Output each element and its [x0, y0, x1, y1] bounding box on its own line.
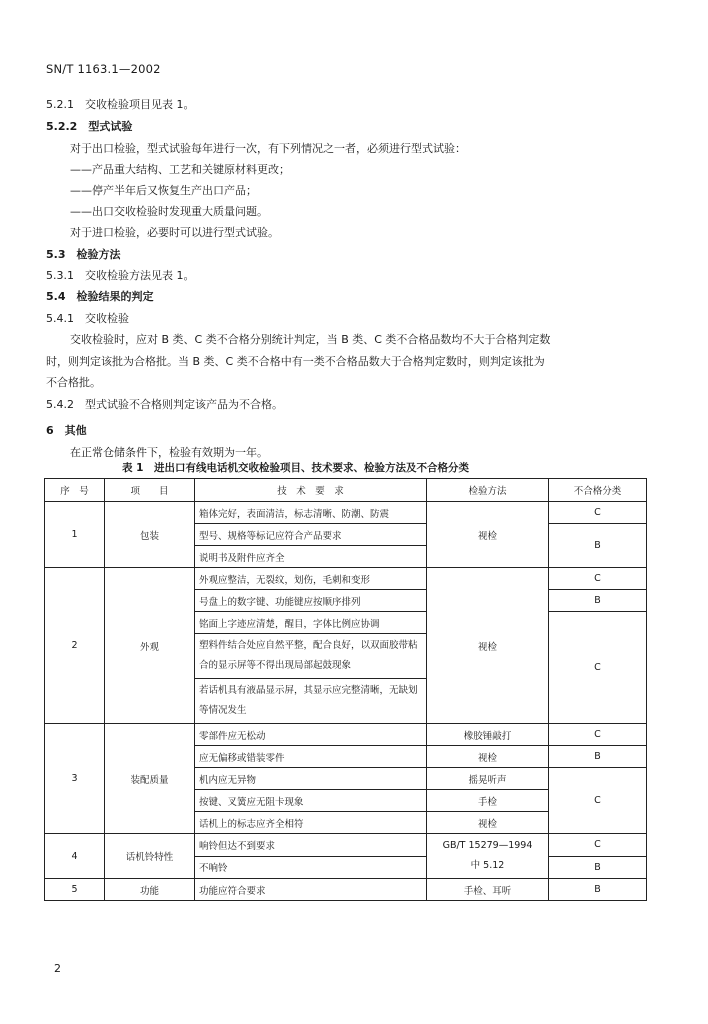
clause-5-2-1: 5.2.1 交收检验项目见表 1。 [46, 98, 195, 111]
row-item: 外观 [105, 568, 195, 724]
requirement-cell: 铭面上字迹应清楚，醒目，字体比例应协调 [195, 612, 427, 634]
class-cell: B [549, 856, 647, 879]
requirement-cell: 话机上的标志应齐全相符 [195, 812, 427, 834]
method-cell: 视检 [427, 502, 549, 568]
table-header-row [45, 479, 647, 502]
clause-5-2-2: 5.2.2 型式试验 [46, 120, 133, 133]
requirement-cell: 箱体完好，表面清洁，标志清晰、防潮、防震 [195, 502, 427, 524]
requirement-cell: 功能应符合要求 [195, 879, 427, 901]
requirement-cell: 不响铃 [195, 856, 427, 879]
requirement-cell: 塑料件结合处应自然平整，配合良好，以双面胶带粘合的显示屏等不得出现局部起鼓现象 [195, 634, 427, 679]
header-no: 序 号 [45, 479, 105, 502]
requirement-cell: 按键、叉簧应无阻卡现象 [195, 790, 427, 812]
class-cell: C [549, 768, 647, 834]
requirement-cell: 外观应整洁，无裂纹，划伤，毛刺和变形 [195, 568, 427, 590]
requirement-cell: 说明书及附件应齐全 [195, 546, 427, 568]
requirement-cell: 零部件应无松动 [195, 724, 427, 746]
para-type-test: 对于出口检验，型式试验每年进行一次，有下列情况之一者，必须进行型式试验： [70, 142, 466, 155]
class-cell: C [549, 568, 647, 590]
class-cell: B [549, 746, 647, 768]
clause-5-4: 5.4 检验结果的判定 [46, 290, 154, 303]
requirement-cell: 若话机具有液晶显示屏，其显示应完整清晰，无缺划等情况发生 [195, 679, 427, 724]
method-cell: 手检 [427, 790, 549, 812]
standard-code: SN/T 1163.1—2002 [46, 62, 161, 76]
row-no: 3 [45, 724, 105, 834]
inspection-table [44, 478, 647, 901]
requirement-cell: 机内应无异物 [195, 768, 427, 790]
clause-5-4-1: 5.4.1 交收检验 [46, 312, 129, 325]
class-cell: C [549, 612, 647, 724]
method-cell: 视检 [427, 812, 549, 834]
method-cell: GB/T 15279—1994 中 5.12 [427, 834, 549, 879]
method-cell: 视检 [427, 746, 549, 768]
row-no: 5 [45, 879, 105, 901]
list-item: ——出口交收检验时发现重大质量问题。 [70, 205, 268, 218]
row-no: 4 [45, 834, 105, 879]
method-cell: 手检、耳听 [427, 879, 549, 901]
row-item: 包装 [105, 502, 195, 568]
para-storage: 在正常仓储条件下，检验有效期为一年。 [70, 446, 268, 459]
table-row [45, 834, 647, 857]
class-cell: C [549, 834, 647, 857]
method-cell: 视检 [427, 568, 549, 724]
requirement-cell: 响铃但达不到要求 [195, 834, 427, 857]
clause-5-4-2: 5.4.2 型式试验不合格则判定该产品为不合格。 [46, 398, 283, 411]
para-import-test: 对于进口检验，必要时可以进行型式试验。 [70, 226, 279, 239]
clause-5-3-1: 5.3.1 交收检验方法见表 1。 [46, 269, 195, 282]
row-item: 装配质量 [105, 724, 195, 834]
table-caption: 表 1 进出口有线电话机交收检验项目、技术要求、检验方法及不合格分类 [122, 462, 469, 474]
requirement-cell: 型号、规格等标记应符合产品要求 [195, 524, 427, 546]
class-cell: B [549, 879, 647, 901]
header-method: 检验方法 [427, 479, 549, 502]
table-row [45, 724, 647, 746]
table-row [45, 502, 647, 524]
list-item: ——产品重大结构、工艺和关键原材料更改； [70, 163, 290, 176]
row-item: 话机铃特性 [105, 834, 195, 879]
clause-5-3: 5.3 检验方法 [46, 248, 121, 261]
header-requirement: 技 术 要 求 [195, 479, 427, 502]
requirement-cell: 号盘上的数字键、功能键应按顺序排列 [195, 590, 427, 612]
section-6-heading: 6 其他 [46, 424, 87, 437]
para-judgement: 时，则判定该批为合格批。当 B 类、C 类不合格中有一类不合格品数大于合格判定数时，则判定该批为 [46, 355, 545, 368]
class-cell: B [549, 524, 647, 568]
list-item: ——停产半年后又恢复生产出口产品； [70, 184, 257, 197]
method-cell: 摇晃听声 [427, 768, 549, 790]
class-cell: C [549, 724, 647, 746]
class-cell: C [549, 502, 647, 524]
row-item: 功能 [105, 879, 195, 901]
page-number: 2 [54, 962, 61, 975]
table-row [45, 568, 647, 590]
header-class: 不合格分类 [549, 479, 647, 502]
table-row [45, 879, 647, 901]
row-no: 1 [45, 502, 105, 568]
class-cell: B [549, 590, 647, 612]
header-item: 项 目 [105, 479, 195, 502]
para-judgement: 交收检验时，应对 B 类、C 类不合格分别统计判定，当 B 类、C 类不合格品数均不大于合格判定数 [70, 333, 551, 346]
para-judgement: 不合格批。 [46, 376, 101, 389]
method-cell: 橡胶锤敲打 [427, 724, 549, 746]
row-no: 2 [45, 568, 105, 724]
requirement-cell: 应无偏移或错装零件 [195, 746, 427, 768]
